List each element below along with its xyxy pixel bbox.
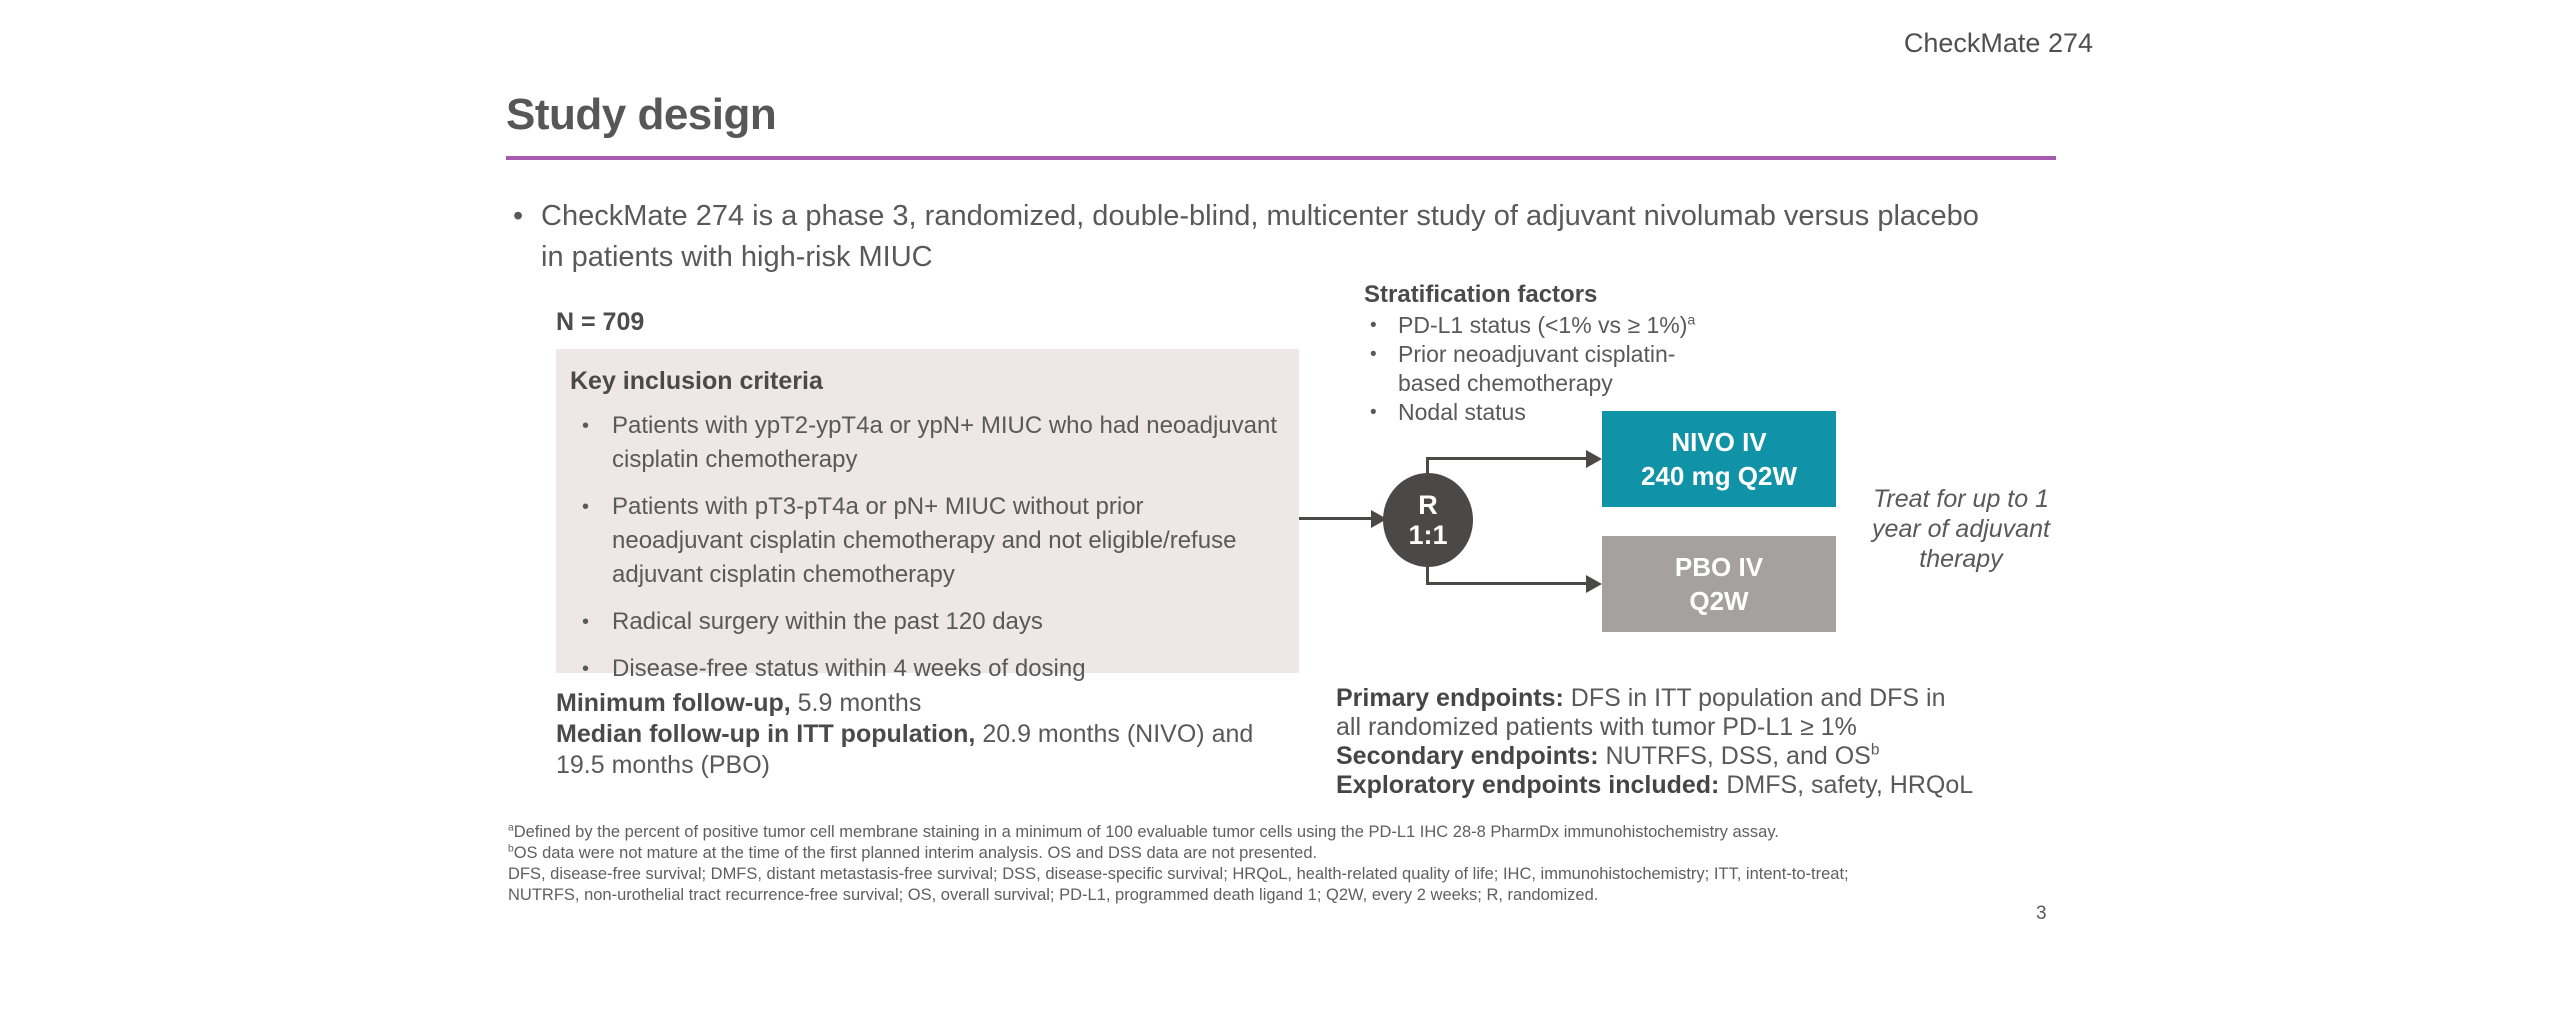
inclusion-criteria-box [556,349,1299,682]
followup-median: Median follow-up in ITT population, 20.9 months (NIVO) and 19.5 months (PBO) [556,720,1254,779]
arm-box-nivo [1602,411,1836,507]
stratification-factors [1364,280,1709,427]
footnote-line: NUTRFS, non-urothelial tract recurrence-free survival; OS, overall survival; PD-L1, programmed death ligand 1; Q2W, every 2 weeks; R, randomized. [508,886,1599,904]
endpoints-summary [1336,684,1976,800]
inclusion-bullet: • Radical surgery within the past 120 days [570,605,1279,639]
randomization-symbol: R [1418,490,1438,520]
arm-pbo-dose: Q2W [1689,586,1749,616]
followup-minimum: Minimum follow-up, 5.9 months [556,689,922,717]
program-label: CheckMate 274 [1903,28,2093,58]
followup-summary [556,688,1256,781]
footnote-line: $^a$Defined by the percent of positive tumor cell membrane staining in a minimum of 100 evaluable tumor cells using the PD-L1 IHC 28-8 PharmDx immunohistochemistry assay. [508,822,1779,841]
intro-bullet: • CheckMate 274 is a phase 3, randomized, double-blind, multicenter study of adjuvant nivolumab versus placebo in patients with high-risk MIUC [511,196,2001,278]
footnote-line: DFS, disease-free survival; DMFS, distant metastasis-free survival; DSS, disease-specific survival; HRQoL, health-related quality of life; IHC, immunohistochemistry; ITT, intent-to-treat; [508,865,1849,883]
page-number: 3 [2036,903,2047,924]
title-accent-line [506,156,2056,160]
arrow-right-icon [1586,575,1602,593]
connector-line [1299,517,1371,520]
footnotes [508,822,1849,906]
randomization-ratio: 1:1 [1408,520,1448,550]
endpoints-secondary: Secondary endpoints: NUTRFS, DSS, and $OS^b$ [1336,741,1880,770]
page-title: Study design [506,90,777,139]
arm-nivo-dose: 240 mg Q2W [1640,461,1798,491]
enrollment-count: N = 709 [556,308,645,336]
footnote-line: $^b$OS data were not mature at the time of the first planned interim analysis. OS and DSS data are not presented. [508,843,1318,862]
randomization-circle [1383,473,1473,567]
connector-line [1426,582,1586,585]
arm-nivo-name: NIVO IV [1671,427,1767,457]
endpoints-exploratory: Exploratory endpoints included: DMFS, safety, HRQoL [1336,771,1974,799]
arm-box-pbo [1602,536,1836,632]
treatment-duration-note: Treat for up to 1 year of adjuvant therapy [1872,485,2050,573]
inclusion-bullet: • Patients with ypT2-ypT4a or ypN+ MIUC who had neoadjuvant cisplatin chemotherapy [570,409,1279,477]
arm-pbo-name: PBO IV [1674,552,1764,582]
stratification-bullet: • Prior neoadjuvant cisplatin-based chemotherapy [1364,340,1709,398]
stratification-header: Stratification factors [1364,281,1598,308]
arrow-right-icon [1586,450,1602,468]
stratification-bullet: • PD-L1 status (<1% vs ≥ 1%)$^a$ [1364,311,1709,340]
endpoints-primary: Primary endpoints: DFS in ITT population and DFS in all randomized patients with tumor PD-L1 ≥ 1% [1336,684,1946,741]
inclusion-bullet: • Patients with pT3-pT4a or pN+ MIUC without prior neoadjuvant cisplatin chemotherapy and not eligible/refuse adjuvant cisplatin chemotherapy [570,490,1279,592]
stratification-bullet: • Nodal status [1364,398,1709,427]
connector-line [1426,457,1586,460]
inclusion-bullet: • Disease-free status within 4 weeks of dosing [570,652,1279,686]
inclusion-header: Key inclusion criteria [570,367,823,395]
